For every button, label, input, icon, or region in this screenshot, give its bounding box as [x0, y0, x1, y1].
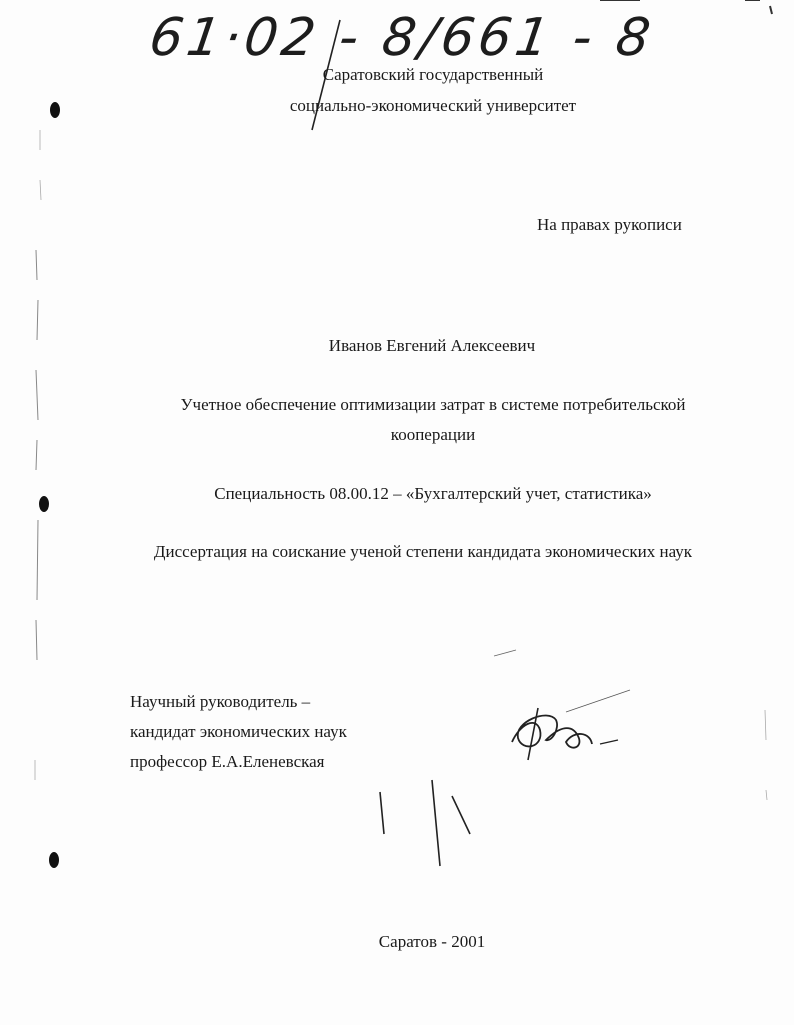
dissertation-title-line-1: Учетное обеспечение оптимизации затрат в системе потребительской	[180, 395, 686, 414]
rights-note: На правах рукописи	[537, 215, 682, 234]
archive-number-handwritten: 61·02 - 8/661 - 8	[145, 8, 658, 68]
university-line-1: Саратовский государственный	[322, 65, 544, 84]
specialty: Специальность 08.00.12 – «Бухгалтерский учет, статистика»	[214, 484, 652, 503]
place-year: Саратов - 2001	[378, 932, 486, 951]
supervisor-role: Научный руководитель –	[130, 692, 311, 711]
supervisor-degree: кандидат экономических наук	[130, 722, 347, 741]
university-line-2: социально-экономический университет	[289, 96, 577, 115]
author-name: Иванов Евгений Алексеевич	[328, 336, 536, 355]
dissertation-type: Диссертация на соискание ученой степени кандидата экономических наук	[153, 542, 693, 561]
supervisor-name: профессор Е.А.Еленевская	[130, 752, 325, 771]
dissertation-title-line-2: кооперации	[390, 425, 476, 444]
